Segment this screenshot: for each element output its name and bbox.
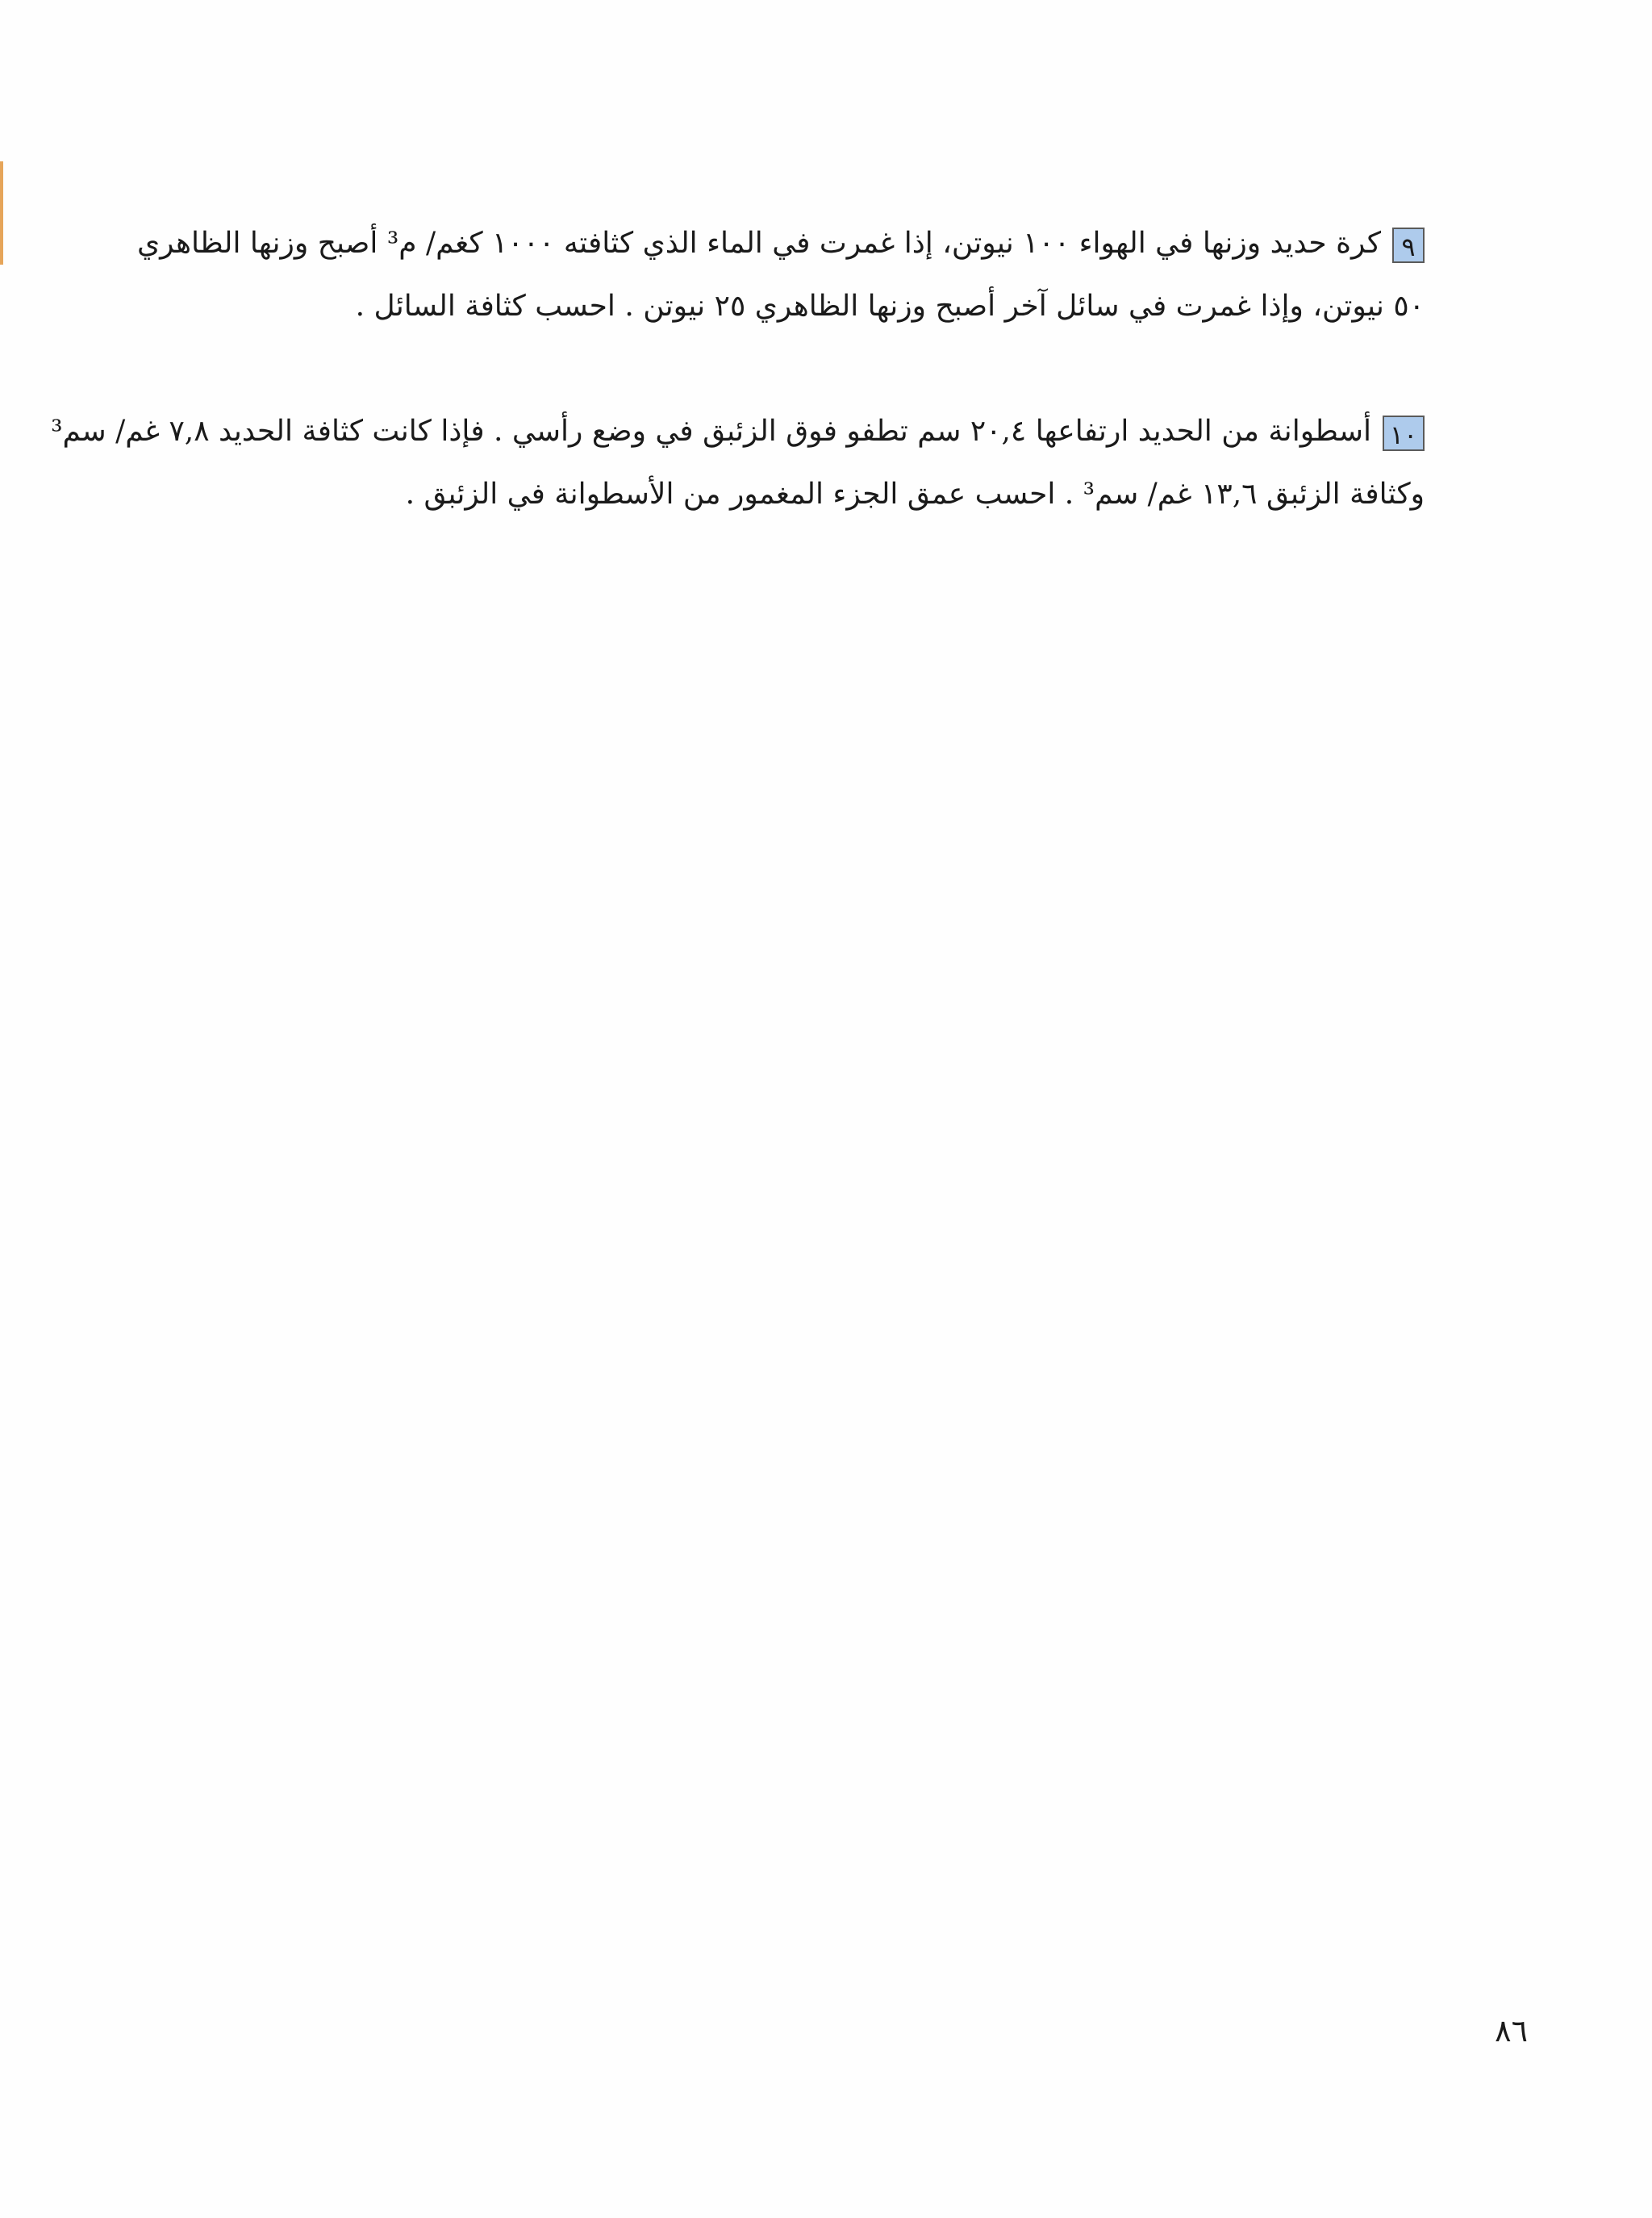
question-9-line-2 xyxy=(118,275,1425,338)
question-9 xyxy=(118,212,1425,338)
question-number-badge: ٩ xyxy=(1392,228,1425,263)
question-text: وكثافة الزئبق ١٣,٦ غم/ سم³ . احسب عمق الجزء المغمور من الأسطوانة في الزئبق . xyxy=(405,478,1425,511)
question-text: ٥٠ نيوتن، وإذا غمرت في سائل آخر أصبح وزنها الظاهري ٢٥ نيوتن . احسب كثافة السائل . xyxy=(355,290,1425,323)
question-10 xyxy=(51,400,1425,526)
question-9-line-1 xyxy=(118,212,1425,275)
question-text: أسطوانة من الحديد ارتفاعها ٢٠,٤ سم تطفو فوق الزئبق في وضع رأسي . فإذا كانت كثافة الحديد ٧,٨ غم/ سم³ xyxy=(51,415,1371,448)
page-number: ٨٦ xyxy=(1495,2013,1528,2049)
question-text: كرة حديد وزنها في الهواء ١٠٠ نيوتن، إذا غمرت في الماء الذي كثافته ١٠٠٠ كغم/ م³ أصبح وزنها الظاهري xyxy=(136,227,1381,260)
question-number-badge: ١٠ xyxy=(1383,416,1425,451)
margin-accent-bar xyxy=(0,161,3,265)
question-10-line-1 xyxy=(51,400,1425,463)
question-10-line-2 xyxy=(118,463,1425,526)
